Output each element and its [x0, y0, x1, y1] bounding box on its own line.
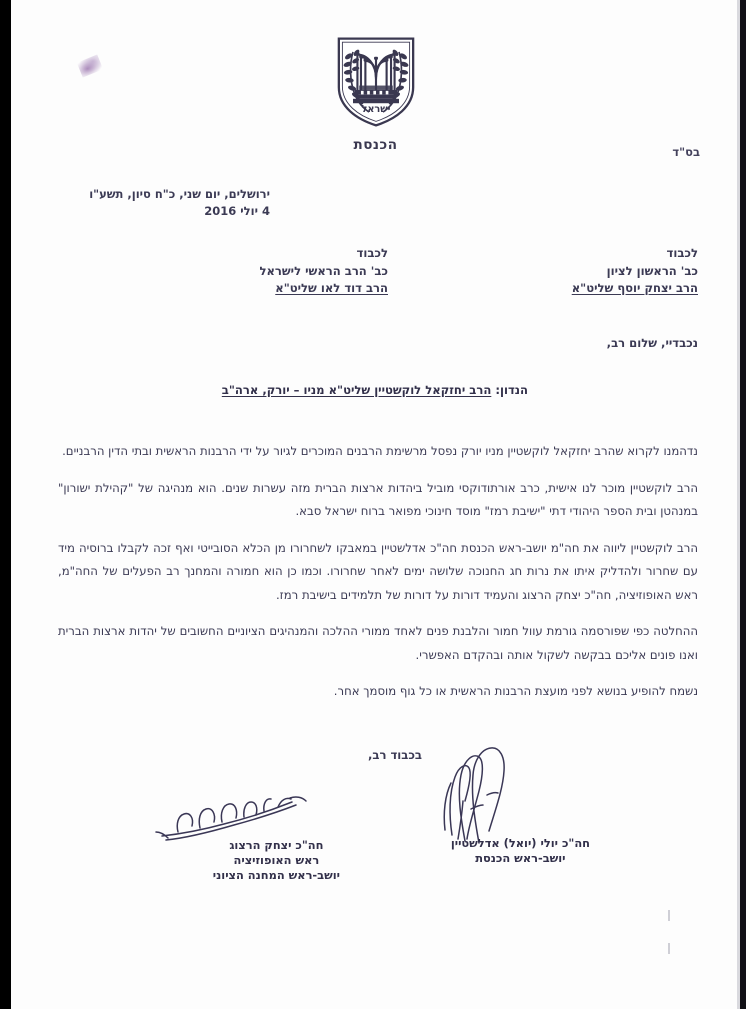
- addressee-name: הרב דוד לאו שליט"א: [275, 281, 388, 295]
- letter-body: [58, 440, 698, 704]
- body-paragraph: הרב לוקשטיין ליווה את חה"מ יושב-ראש הכנסת חה"כ אדלשטיין במאבקו לשחרורו מן הכלא הסובייטי ואף זכה לקבלו ברוסיה מיד עם שחרור ולהדליק איתו את נרות חג החנוכה שלושה ימים לאחר שחרורו. וכמו כן הוא חמורה והמחנך רב הפעלים של החה"מ, ראש האופוזיציה, חה"כ יצחק הרצוג והעמיד דורות על דורות של תלמידים בישיבת רמז.: [58, 540, 698, 602]
- addressee-honorific: לכבוד: [356, 246, 388, 260]
- signatory-name: חה"כ יצחק הרצוג: [229, 838, 324, 852]
- subject-line: [222, 383, 528, 397]
- bsd-marking: בס"ד: [672, 145, 700, 159]
- addressee-rishon-letzion: [572, 245, 698, 298]
- scan-edge-left: [0, 0, 11, 1009]
- body-paragraph: נשמח להופיע בנושא לפני מועצת הרבנות הראשית או כל גוף מוסמך אחר.: [333, 684, 698, 698]
- date-hebrew: ירושלים, יום שני, כ"ח סיון, תשע"ו: [89, 187, 270, 201]
- signature-block-opposition-leader: [213, 838, 340, 883]
- letterhead: [11, 36, 740, 153]
- salutation: נכבדיי, שלום רב,: [606, 336, 698, 350]
- emblem-inscription: ישראל: [360, 104, 391, 116]
- body-paragraph: הרב לוקשטיין מוכר לנו אישית, כרב אורתודוקסי מוביל ביהדות ארצות הברית מזה עשרות שנים. הוא מנהיגה של "קהילת ישורון" במנהטן ובית הספר היהודי דתי "ישיבת רמז" מוסד חינוכי מפואר ברוח ישראל סבא.: [58, 480, 698, 518]
- signatory-role: ראש האופוזיציה: [233, 853, 320, 867]
- addressee-chief-rabbi: [259, 245, 388, 298]
- signatory-role: יושב-ראש המחנה הציוני: [212, 868, 340, 882]
- addressee-title: כב' הרב הראשי לישראל: [259, 263, 388, 278]
- signatory-role: יושב-ראש הכנסת: [475, 851, 566, 865]
- letterhead-caption: הכנסת: [353, 137, 398, 153]
- subject-value: הרב יחזקאל לוקשטיין שליט"א מניו – יורק, ארה"ב: [221, 383, 492, 397]
- handwritten-signature-speaker: [405, 735, 555, 850]
- scan-mark: [668, 910, 670, 921]
- scan-edge-marks: [668, 910, 672, 970]
- addressee-honorific: לכבוד: [666, 246, 698, 260]
- date-gregorian: 4 יולי 2016: [204, 204, 270, 218]
- addressee-title: כב' הראשון לציון: [606, 263, 698, 278]
- signature-block-speaker: [451, 836, 590, 866]
- scan-edge-right: [740, 0, 746, 1009]
- body-paragraph: נדהמנו לקרוא שהרב יחזקאל לוקשטיין מניו יורק נפסל מרשימת הרבנים המוכרים לגיור על ידי הרבנות הראשית ובתי הדין הרבניים.: [62, 444, 698, 458]
- date-block: [89, 186, 270, 220]
- addressee-name: הרב יצחק יוסף שליט"א: [571, 281, 698, 295]
- document-page-surface: [11, 0, 740, 1009]
- closing-line: בכבוד רב,: [368, 748, 422, 762]
- body-paragraph: ההחלטה כפי שפורסמה גורמת עוול חמור והלבנת פנים לאחד ממורי ההלכה והמנהיגים הציוניים החשובים של יהדות ארצות הברית ואנו פונים אליכם בבקשה לשקול אותה ובהקדם האפשרי.: [58, 624, 698, 662]
- signatory-name: חה"כ יולי (יואל) אדלשטיין: [450, 836, 590, 850]
- scan-mark: [668, 943, 670, 954]
- subject-label: הנדון:: [495, 383, 528, 397]
- state-of-israel-emblem: [330, 36, 422, 128]
